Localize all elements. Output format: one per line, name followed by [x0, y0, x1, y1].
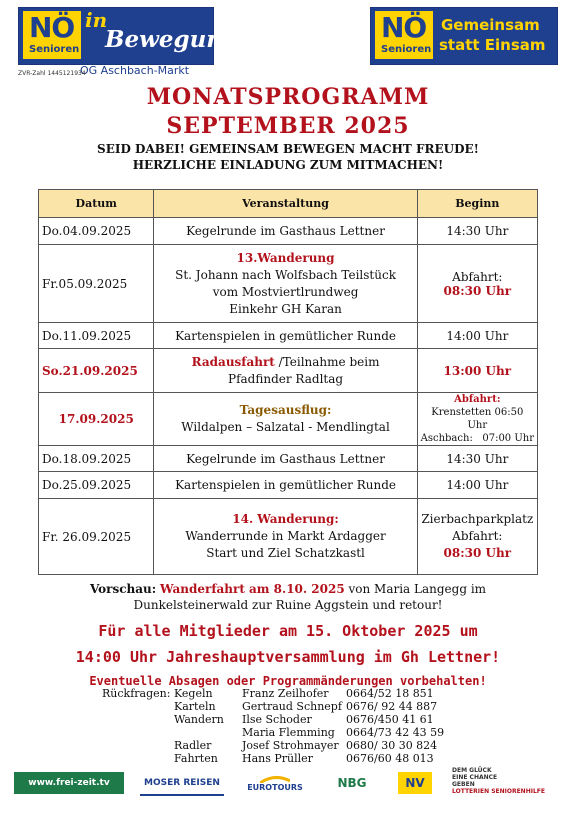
event-title: 14. Wanderung:: [232, 512, 339, 526]
table-row: [39, 472, 538, 499]
row-event: [154, 499, 417, 575]
nv-text: NV: [405, 776, 425, 790]
page-month: SEPTEMBER 2025: [166, 113, 410, 139]
event-rest: /Teilnahme beim: [274, 354, 380, 369]
nbg-logo: [324, 772, 380, 794]
row-event: Kegelrunde im Gasthaus Lettner: [154, 218, 417, 245]
row-date: Do.04.09.2025: [39, 218, 154, 245]
event-line: Wanderrunde in Markt Ardagger: [185, 529, 386, 543]
nv-logo: [398, 772, 432, 794]
start-line: Aschbach: 07:00 Uhr: [420, 433, 534, 444]
lotto-line: LOTTERIEN SENIORENHILFE: [452, 788, 545, 795]
start-place: Zierbachparkplatz: [421, 512, 534, 526]
contact-label: Rückfragen:: [102, 687, 171, 700]
contact-topic: Kegeln: [174, 687, 213, 700]
contact-phone: 0676/60 48 013: [346, 752, 434, 765]
event-title: 13.Wanderung: [236, 250, 335, 265]
preview-highlight: Wanderfahrt am 8.10. 2025: [160, 582, 345, 596]
sponsor-bar: [0, 767, 576, 798]
contact-name: Maria Flemming: [242, 726, 335, 739]
senioren-logo-text: Senioren: [381, 44, 432, 55]
local-group-name: OG Aschbach-Markt: [80, 64, 190, 77]
senioren-logo-text: Senioren: [29, 44, 80, 55]
eurotours-text: EUROTOURS: [247, 782, 303, 792]
start-label: Abfahrt:: [452, 529, 503, 543]
row-start: 14:30 Uhr: [417, 446, 537, 472]
noe-logo-block: [23, 11, 81, 59]
row-date: So.21.09.2025: [39, 349, 154, 393]
contact-name: Hans Prüller: [242, 752, 313, 765]
contact-topic: Wandern: [174, 713, 224, 726]
contact-name: Josef Strohmayer: [242, 739, 339, 752]
table-row: [39, 393, 538, 446]
row-start: 14:00 Uhr: [417, 323, 537, 349]
contact-phone: 0664/52 18 851: [346, 687, 434, 700]
lotto-line: EINE CHANCE: [452, 774, 498, 781]
contact-phone: 0664/73 42 43 59: [346, 726, 445, 739]
start-time: 08:30 Uhr: [443, 546, 512, 560]
start-time: 08:30 Uhr: [443, 283, 512, 298]
logo-tag-bewegung: Bewegung: [105, 26, 240, 53]
noe-logo-text: NÖ: [381, 11, 427, 44]
contact-name: Franz Zeilhofer: [242, 687, 329, 700]
header-event: Veranstaltung: [154, 190, 417, 218]
row-date: Fr.05.09.2025: [39, 245, 154, 323]
contact-name: Ilse Schoder: [242, 713, 312, 726]
row-start: [417, 393, 537, 446]
logo-slogan-line2: statt Einsam: [439, 36, 546, 54]
row-date: Fr. 26.09.2025: [39, 499, 154, 575]
event-line: Einkehr GH Karan: [229, 301, 342, 316]
table-row: [39, 499, 538, 575]
eurotours-logo: [238, 772, 312, 794]
noe-senioren-in-bewegung-logo: [18, 7, 240, 65]
row-date: 17.09.2025: [39, 393, 154, 446]
contact-phone: 0680/ 30 30 824: [346, 739, 438, 752]
table-row: [39, 323, 538, 349]
preview-label: Vorschau:: [89, 582, 157, 596]
row-start: [417, 245, 537, 323]
table-row: [39, 446, 538, 472]
program-table: [38, 189, 538, 575]
table-header-row: [39, 190, 538, 218]
table-row: [39, 349, 538, 393]
event-title: Tagesausflug:: [239, 403, 332, 417]
header-date: Datum: [39, 190, 154, 218]
lotto-line: DEM GLÜCK: [452, 767, 492, 774]
event-line: Start und Ziel Schatzkastl: [206, 546, 365, 560]
row-event: [154, 245, 417, 323]
assembly-line1: Für alle Mitglieder am 15. Oktober 2025 um: [98, 622, 478, 640]
frei-zeit-logo: [14, 772, 124, 794]
row-date: Do.18.09.2025: [39, 446, 154, 472]
subtitle-line2: HERZLICHE EINLADUNG ZUM MITMACHEN!: [132, 158, 444, 172]
preview-line2: Dunkelsteinerwald zur Ruine Aggstein und retour!: [133, 598, 443, 612]
preview-rest: von Maria Langegg im: [344, 582, 487, 596]
preview-note: [0, 581, 576, 613]
row-start: 13:00 Uhr: [417, 349, 537, 393]
row-event: Kartenspielen in gemütlicher Runde: [154, 323, 417, 349]
row-event: [154, 349, 417, 393]
contact-name: Gertraud Schnepf: [242, 700, 342, 713]
event-line: St. Johann nach Wolfsbach Teilstück: [175, 267, 396, 282]
noe-logo-block: [375, 11, 433, 59]
start-label: Abfahrt:: [452, 269, 503, 284]
contact-phone: 0676/450 41 61: [346, 713, 434, 726]
moser-reisen-logo: [140, 772, 224, 796]
lotterien-seniorenhilfe-logo: [452, 768, 562, 794]
event-title: Radausfahrt: [191, 354, 275, 369]
table-row: [39, 218, 538, 245]
contact-phone: 0676/ 92 44 887: [346, 700, 438, 713]
assembly-line2: 14:00 Uhr Jahreshauptversammlung im Gh Lettner!: [75, 648, 501, 666]
row-start: 14:30 Uhr: [417, 218, 537, 245]
eurotours-swoosh-icon: [260, 775, 290, 783]
contact-topic: Karteln: [174, 700, 216, 713]
event-line: Wildalpen – Salzatal - Mendlingtal: [181, 420, 390, 434]
event-line: Pfadfinder Radltag: [228, 371, 344, 386]
row-event: Kartenspielen in gemütlicher Runde: [154, 472, 417, 499]
frei-zeit-text: www.frei-zeit.tv: [28, 778, 110, 788]
change-notice: Eventuelle Absagen oder Programmänderungen vorbehalten!: [89, 674, 487, 688]
page-title: MONATSPROGRAMM: [146, 84, 430, 110]
row-event: Kegelrunde im Gasthaus Lettner: [154, 446, 417, 472]
noe-logo-text: NÖ: [29, 11, 75, 44]
event-line: [157, 354, 413, 371]
start-line: Krenstetten 06:50 Uhr: [431, 407, 524, 431]
row-start: [417, 499, 537, 575]
header-start: Beginn: [417, 190, 537, 218]
logo-tag-in: in: [85, 8, 108, 32]
nbg-text: NBG: [337, 776, 367, 790]
logo-slogan-line1: Gemeinsam: [441, 16, 540, 34]
table-row: [39, 245, 538, 323]
contact-topic: Radler: [174, 739, 212, 752]
preview-line1: [0, 581, 576, 597]
moser-reisen-text: MOSER REISEN: [144, 778, 220, 788]
lotto-line: GEBEN: [452, 781, 475, 788]
subtitle-line1: SEID DABEI! GEMEINSAM BEWEGEN MACHT FREUDE!: [97, 142, 479, 156]
contact-topic: Fahrten: [174, 752, 218, 765]
event-line: vom Mostviertlrundweg: [212, 284, 359, 299]
gemeinsam-statt-einsam-logo: [370, 7, 558, 65]
row-event: [154, 393, 417, 446]
start-label: Abfahrt:: [454, 394, 501, 405]
zvr-number: ZVR-Zahl 1445121934: [18, 70, 86, 77]
row-date: Do.25.09.2025: [39, 472, 154, 499]
row-date: Do.11.09.2025: [39, 323, 154, 349]
row-start: 14:00 Uhr: [417, 472, 537, 499]
